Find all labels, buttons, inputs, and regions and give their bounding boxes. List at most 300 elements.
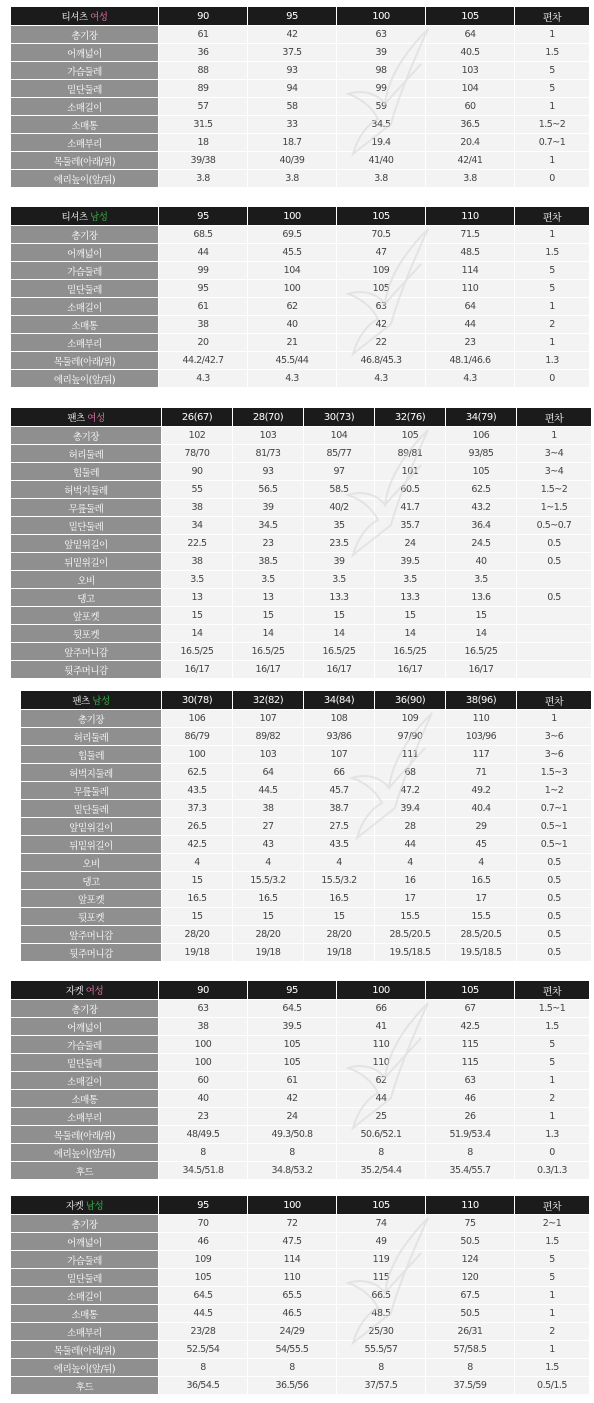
table-row <box>11 370 589 387</box>
measurement-cell: 19.5/18.5 <box>446 944 516 961</box>
measurement-cell: 120 <box>426 1269 514 1286</box>
size-header: 90 <box>159 981 247 999</box>
diff-cell <box>517 643 591 660</box>
measurement-label: 밑단둘레 <box>11 517 161 534</box>
table-header-row <box>11 207 589 225</box>
measurement-cell: 3.5 <box>304 571 374 588</box>
table-row <box>11 589 591 606</box>
measurement-label: 총기장 <box>11 26 158 43</box>
measurement-cell: 50.5 <box>426 1233 514 1250</box>
diff-cell: 2 <box>515 1090 589 1107</box>
table-row <box>11 517 591 534</box>
table-row <box>11 280 589 297</box>
measurement-cell: 16.5/25 <box>162 643 232 660</box>
measurement-cell: 20 <box>159 334 247 351</box>
measurement-cell: 63 <box>159 1000 247 1017</box>
table-row <box>11 1269 589 1286</box>
category-label: 팬츠 <box>72 696 90 707</box>
table-row <box>11 1359 589 1376</box>
diff-cell: 0.5 <box>517 872 591 889</box>
measurement-cell: 36 <box>159 44 247 61</box>
measurement-cell: 104 <box>426 80 514 97</box>
measurement-cell: 4 <box>375 854 445 871</box>
measurement-cell: 33 <box>248 116 336 133</box>
diff-cell <box>517 571 591 588</box>
measurement-cell: 4 <box>446 854 516 871</box>
measurement-cell: 19/18 <box>162 944 232 961</box>
measurement-cell: 107 <box>304 746 374 763</box>
measurement-cell: 39.4 <box>375 800 445 817</box>
measurement-cell: 55.5/57 <box>337 1341 425 1358</box>
measurement-label: 뒷포켓 <box>21 908 161 925</box>
measurement-cell: 67.5 <box>426 1287 514 1304</box>
diff-cell: 2~1 <box>515 1215 589 1232</box>
measurement-cell: 23.5 <box>304 535 374 552</box>
measurement-cell: 55 <box>162 481 232 498</box>
measurement-cell: 28/20 <box>304 926 374 943</box>
diff-cell: 0.5~0.7 <box>517 517 591 534</box>
measurement-cell: 99 <box>159 262 247 279</box>
table-row <box>11 1323 589 1340</box>
table-row <box>11 170 589 187</box>
diff-cell: 1~2 <box>517 782 591 799</box>
measurement-cell: 38.5 <box>233 553 303 570</box>
measurement-cell: 61 <box>159 298 247 315</box>
table-title <box>11 7 158 25</box>
measurement-cell: 95 <box>159 280 247 297</box>
measurement-cell: 39 <box>337 44 425 61</box>
measurement-cell: 15 <box>375 607 445 624</box>
diff-header: 편차 <box>515 1196 589 1214</box>
measurement-label: 어깨넓이 <box>11 44 158 61</box>
measurement-cell: 15 <box>233 908 303 925</box>
measurement-cell: 42/41 <box>426 152 514 169</box>
measurement-cell: 46 <box>426 1090 514 1107</box>
diff-cell: 1 <box>515 334 589 351</box>
table-row <box>11 134 589 151</box>
measurement-cell: 16.5/25 <box>304 643 374 660</box>
diff-cell: 3~4 <box>517 463 591 480</box>
measurement-cell: 68.5 <box>159 226 247 243</box>
diff-cell: 1 <box>515 1305 589 1322</box>
measurement-label: 뒷주머니감 <box>11 661 161 678</box>
measurement-cell: 8 <box>426 1144 514 1161</box>
table-row <box>11 535 591 552</box>
measurement-cell: 40 <box>248 316 336 333</box>
table-row <box>11 44 589 61</box>
measurement-label: 밑단둘레 <box>21 800 161 817</box>
measurement-cell: 86/79 <box>162 728 232 745</box>
measurement-cell: 44 <box>426 316 514 333</box>
measurement-cell: 89 <box>159 80 247 97</box>
size-header: 95 <box>159 207 247 225</box>
measurement-cell: 39 <box>233 499 303 516</box>
measurement-cell: 4 <box>233 854 303 871</box>
table-row <box>21 782 591 799</box>
diff-cell: 1.5 <box>515 244 589 261</box>
table-row <box>11 571 591 588</box>
table-row <box>11 152 589 169</box>
measurement-cell: 105 <box>159 1269 247 1286</box>
diff-cell: 1.5~2 <box>517 481 591 498</box>
table-row <box>11 98 589 115</box>
measurement-label: 총기장 <box>11 226 158 243</box>
measurement-cell: 3.8 <box>337 170 425 187</box>
diff-cell: 1 <box>515 298 589 315</box>
table-row <box>11 1018 589 1035</box>
measurement-label: 소매길이 <box>11 298 158 315</box>
size-header: 95 <box>248 981 336 999</box>
measurement-label: 에리높이(앞/뒤) <box>11 370 158 387</box>
measurement-cell: 93/86 <box>304 728 374 745</box>
measurement-cell: 19.5/18.5 <box>375 944 445 961</box>
size-header: 105 <box>426 981 514 999</box>
table-row <box>21 854 591 871</box>
measurement-cell: 97 <box>304 463 374 480</box>
measurement-cell: 111 <box>375 746 445 763</box>
table-row <box>11 607 591 624</box>
measurement-cell: 14 <box>375 625 445 642</box>
measurement-cell: 114 <box>426 262 514 279</box>
measurement-cell: 38 <box>162 553 232 570</box>
measurement-label: 총기장 <box>11 1000 158 1017</box>
measurement-cell: 27.5 <box>304 818 374 835</box>
table-row <box>21 926 591 943</box>
measurement-cell: 16/17 <box>162 661 232 678</box>
measurement-label: 소매통 <box>11 316 158 333</box>
measurement-cell: 8 <box>248 1144 336 1161</box>
measurement-cell: 49 <box>337 1233 425 1250</box>
measurement-label: 목둘레(아래/위) <box>11 1341 158 1358</box>
table-title <box>11 1196 158 1214</box>
measurement-cell: 3.5 <box>375 571 445 588</box>
measurement-label: 목둘레(아래/위) <box>11 152 158 169</box>
table-header-row <box>21 691 591 709</box>
measurement-label: 앞주머니감 <box>21 926 161 943</box>
measurement-cell: 16.5/25 <box>375 643 445 660</box>
diff-cell: 5 <box>515 1251 589 1268</box>
measurement-cell: 40.5 <box>426 44 514 61</box>
diff-cell: 1.5 <box>515 1233 589 1250</box>
diff-cell: 1.5 <box>515 1018 589 1035</box>
measurement-cell: 67 <box>426 1000 514 1017</box>
measurement-cell: 57 <box>159 98 247 115</box>
measurement-cell: 66 <box>304 764 374 781</box>
measurement-cell: 108 <box>304 710 374 727</box>
measurement-cell: 40 <box>446 553 516 570</box>
measurement-cell: 24/29 <box>248 1323 336 1340</box>
measurement-cell: 63 <box>337 298 425 315</box>
measurement-label: 에리높이(앞/뒤) <box>11 1359 158 1376</box>
diff-cell: 5 <box>515 1054 589 1071</box>
measurement-cell: 34.5 <box>337 116 425 133</box>
measurement-cell: 15.5/3.2 <box>233 872 303 889</box>
measurement-cell: 105 <box>248 1054 336 1071</box>
table-row <box>21 818 591 835</box>
table-row <box>21 764 591 781</box>
table-row <box>11 463 591 480</box>
measurement-cell: 3.5 <box>233 571 303 588</box>
measurement-label: 뒷포켓 <box>11 625 161 642</box>
size-header: 38(96) <box>446 691 516 709</box>
measurement-cell: 34.5 <box>233 517 303 534</box>
measurement-cell: 45.5 <box>248 244 336 261</box>
measurement-cell: 44 <box>159 244 247 261</box>
diff-cell: 1 <box>515 1072 589 1089</box>
measurement-cell: 58.5 <box>304 481 374 498</box>
measurement-cell: 70.5 <box>337 226 425 243</box>
measurement-label: 소매길이 <box>11 98 158 115</box>
diff-cell: 0.5 <box>517 944 591 961</box>
diff-cell: 1 <box>515 26 589 43</box>
measurement-cell: 61 <box>159 26 247 43</box>
table-row <box>21 890 591 907</box>
measurement-label: 소매부리 <box>11 1108 158 1125</box>
table-header-row <box>11 981 589 999</box>
measurement-cell: 64 <box>233 764 303 781</box>
table-row <box>11 1305 589 1322</box>
measurement-cell: 46 <box>159 1233 247 1250</box>
measurement-cell: 36.5/56 <box>248 1377 336 1394</box>
table-row <box>11 643 591 660</box>
measurement-label: 허벅지둘레 <box>11 481 161 498</box>
measurement-cell: 3.8 <box>159 170 247 187</box>
measurement-cell: 34.8/53.2 <box>248 1162 336 1179</box>
measurement-cell: 3.5 <box>446 571 516 588</box>
diff-cell: 0.5~1 <box>517 818 591 835</box>
measurement-cell: 97/90 <box>375 728 445 745</box>
measurement-label: 소매통 <box>11 116 158 133</box>
measurement-label: 뒤밑위길이 <box>21 836 161 853</box>
measurement-cell: 44 <box>337 1090 425 1107</box>
measurement-cell: 106 <box>162 710 232 727</box>
diff-cell: 0 <box>515 170 589 187</box>
table-row <box>21 746 591 763</box>
measurement-label: 무릎둘레 <box>21 782 161 799</box>
measurement-cell: 105 <box>248 1036 336 1053</box>
diff-cell: 0.5 <box>517 553 591 570</box>
measurement-cell: 105 <box>446 463 516 480</box>
measurement-cell: 14 <box>446 625 516 642</box>
measurement-cell: 40.4 <box>446 800 516 817</box>
measurement-cell: 48/49.5 <box>159 1126 247 1143</box>
measurement-cell: 35.4/55.7 <box>426 1162 514 1179</box>
measurement-cell: 102 <box>162 427 232 444</box>
table-row <box>21 728 591 745</box>
measurement-cell: 37/57.5 <box>337 1377 425 1394</box>
table-row <box>11 1377 589 1394</box>
measurement-cell: 15.5 <box>375 908 445 925</box>
measurement-cell: 105 <box>375 427 445 444</box>
measurement-label: 허벅지둘레 <box>21 764 161 781</box>
measurement-cell: 41.7 <box>375 499 445 516</box>
measurement-cell: 16.5 <box>304 890 374 907</box>
measurement-label: 가슴둘레 <box>11 1036 158 1053</box>
measurement-label: 뒤밑위길이 <box>11 553 161 570</box>
measurement-cell: 63 <box>426 1072 514 1089</box>
measurement-cell: 15.5 <box>446 908 516 925</box>
table-row <box>21 800 591 817</box>
measurement-cell: 45.7 <box>304 782 374 799</box>
measurement-cell: 58 <box>248 98 336 115</box>
measurement-cell: 62.5 <box>162 764 232 781</box>
diff-cell: 1.3 <box>515 352 589 369</box>
table-row <box>11 1162 589 1179</box>
measurement-cell: 56.5 <box>233 481 303 498</box>
measurement-cell: 93 <box>233 463 303 480</box>
measurement-cell: 110 <box>248 1269 336 1286</box>
measurement-cell: 100 <box>162 746 232 763</box>
diff-cell: 1 <box>515 226 589 243</box>
diff-cell: 1 <box>515 1287 589 1304</box>
diff-cell: 1.5 <box>515 44 589 61</box>
measurement-cell: 60.5 <box>375 481 445 498</box>
size-header: 105 <box>337 1196 425 1214</box>
size-table-4 <box>20 690 592 962</box>
measurement-label: 밑단둘레 <box>11 280 158 297</box>
measurement-cell: 17 <box>375 890 445 907</box>
measurement-cell: 40/2 <box>304 499 374 516</box>
measurement-cell: 4 <box>162 854 232 871</box>
measurement-label: 힙둘레 <box>21 746 161 763</box>
measurement-cell: 8 <box>159 1359 247 1376</box>
measurement-cell: 4.3 <box>159 370 247 387</box>
size-header: 36(90) <box>375 691 445 709</box>
measurement-cell: 65.5 <box>248 1287 336 1304</box>
measurement-cell: 15 <box>162 607 232 624</box>
size-header: 100 <box>248 1196 336 1214</box>
measurement-cell: 64 <box>426 26 514 43</box>
measurement-cell: 54/55.5 <box>248 1341 336 1358</box>
measurement-cell: 57/58.5 <box>426 1341 514 1358</box>
measurement-cell: 15 <box>304 607 374 624</box>
measurement-label: 앞포켓 <box>21 890 161 907</box>
size-header: 95 <box>248 7 336 25</box>
measurement-cell: 37.5 <box>248 44 336 61</box>
measurement-cell: 75 <box>426 1215 514 1232</box>
measurement-cell: 81/73 <box>233 445 303 462</box>
measurement-label: 앞밑위길이 <box>11 535 161 552</box>
measurement-cell: 37.3 <box>162 800 232 817</box>
measurement-cell: 41/40 <box>337 152 425 169</box>
diff-cell: 0.7~1 <box>517 800 591 817</box>
measurement-cell: 27 <box>233 818 303 835</box>
measurement-cell: 16.5/25 <box>233 643 303 660</box>
measurement-cell: 22 <box>337 334 425 351</box>
diff-cell: 0.7~1 <box>515 134 589 151</box>
measurement-cell: 23/28 <box>159 1323 247 1340</box>
table-row <box>11 481 591 498</box>
measurement-cell: 28/20 <box>162 926 232 943</box>
measurement-cell: 13 <box>233 589 303 606</box>
measurement-cell: 44.5 <box>159 1305 247 1322</box>
measurement-cell: 16/17 <box>304 661 374 678</box>
measurement-label: 목둘레(아래/위) <box>11 352 158 369</box>
table-row <box>11 316 589 333</box>
table-row <box>11 445 591 462</box>
size-table-1 <box>10 6 590 188</box>
measurement-cell: 119 <box>337 1251 425 1268</box>
size-header: 100 <box>337 981 425 999</box>
measurement-cell: 60 <box>159 1072 247 1089</box>
measurement-cell: 8 <box>426 1359 514 1376</box>
measurement-cell: 38 <box>159 316 247 333</box>
table-row <box>11 352 589 369</box>
measurement-cell: 105 <box>337 280 425 297</box>
diff-cell: 5 <box>515 80 589 97</box>
size-table-6 <box>10 1195 590 1395</box>
table-row <box>21 836 591 853</box>
table-row <box>21 872 591 889</box>
measurement-cell: 46.8/45.3 <box>337 352 425 369</box>
diff-cell: 5 <box>515 1269 589 1286</box>
diff-cell: 0.5 <box>517 854 591 871</box>
size-header: 110 <box>426 1196 514 1214</box>
measurement-cell: 16/17 <box>446 661 516 678</box>
diff-cell: 5 <box>515 1036 589 1053</box>
measurement-cell: 35.2/54.4 <box>337 1162 425 1179</box>
table-row <box>11 553 591 570</box>
measurement-cell: 114 <box>248 1251 336 1268</box>
gender-label: 여성 <box>90 12 108 23</box>
diff-cell: 0.5 <box>517 589 591 606</box>
measurement-label: 소매길이 <box>11 1287 158 1304</box>
measurement-cell: 46.5 <box>248 1305 336 1322</box>
diff-cell: 0.5 <box>517 926 591 943</box>
measurement-label: 소매통 <box>11 1305 158 1322</box>
measurement-cell: 40/39 <box>248 152 336 169</box>
measurement-label: 가슴둘레 <box>11 262 158 279</box>
diff-cell: 5 <box>515 262 589 279</box>
measurement-cell: 14 <box>304 625 374 642</box>
measurement-cell: 48.1/46.6 <box>426 352 514 369</box>
measurement-cell: 15 <box>233 607 303 624</box>
measurement-cell: 70 <box>159 1215 247 1232</box>
measurement-cell: 38 <box>162 499 232 516</box>
measurement-cell: 38.7 <box>304 800 374 817</box>
gender-label: 남성 <box>85 1201 104 1212</box>
measurement-label: 총기장 <box>21 710 161 727</box>
size-header: 100 <box>248 207 336 225</box>
measurement-label: 총기장 <box>11 427 161 444</box>
measurement-cell: 16.5 <box>446 872 516 889</box>
measurement-cell: 106 <box>446 427 516 444</box>
measurement-cell: 50.6/52.1 <box>337 1126 425 1143</box>
diff-cell: 5 <box>515 62 589 79</box>
measurement-cell: 28 <box>375 818 445 835</box>
measurement-cell: 20.4 <box>426 134 514 151</box>
measurement-cell: 100 <box>159 1054 247 1071</box>
table-row <box>11 661 591 678</box>
measurement-label: 소매통 <box>11 1090 158 1107</box>
measurement-label: 에리높이(앞/뒤) <box>11 170 158 187</box>
measurement-label: 허리둘레 <box>11 445 161 462</box>
measurement-cell: 64.5 <box>248 1000 336 1017</box>
measurement-cell: 34 <box>162 517 232 534</box>
measurement-cell: 60 <box>426 98 514 115</box>
diff-cell: 0.5 <box>517 890 591 907</box>
size-header: 34(79) <box>446 408 516 426</box>
measurement-cell: 66 <box>337 1000 425 1017</box>
diff-header: 편차 <box>517 408 591 426</box>
measurement-cell: 42 <box>337 316 425 333</box>
measurement-cell: 103 <box>426 62 514 79</box>
measurement-cell: 99 <box>337 80 425 97</box>
measurement-cell: 15 <box>162 908 232 925</box>
measurement-cell: 26.5 <box>162 818 232 835</box>
measurement-cell: 110 <box>446 710 516 727</box>
diff-cell: 0.5~1 <box>517 836 591 853</box>
